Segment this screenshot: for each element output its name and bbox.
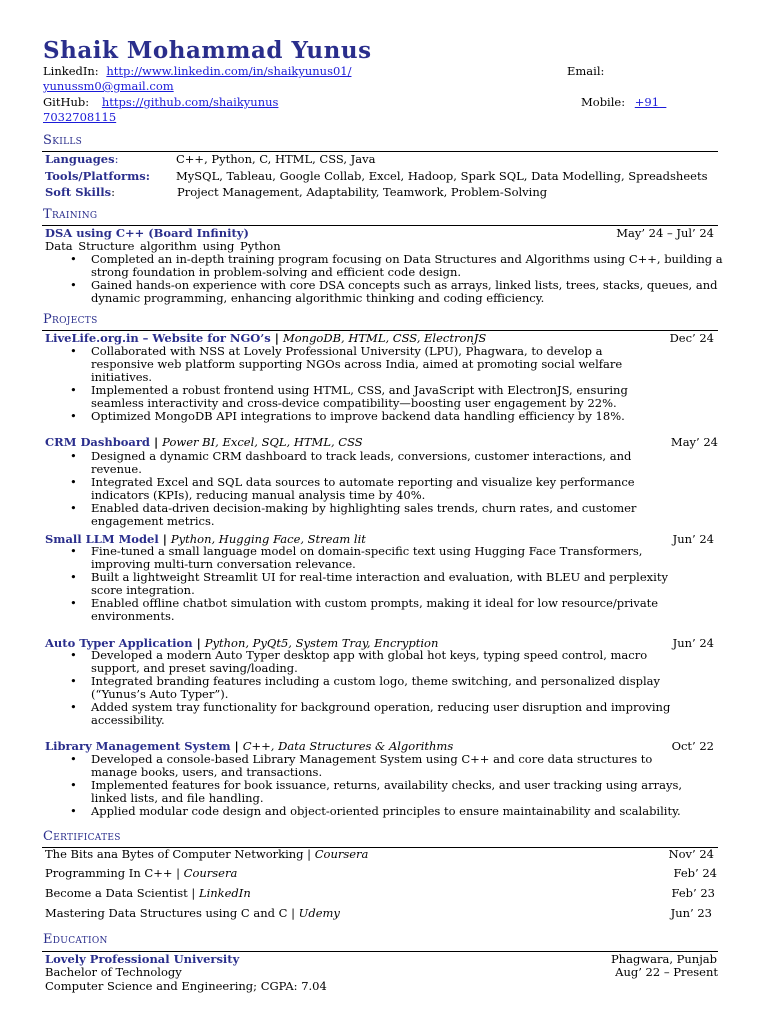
certificate-date: Jun’ 23 [670,906,712,920]
github-label: GitHub: [43,95,90,109]
mobile-number-wrap [43,111,116,124]
github-row [43,96,278,109]
linkedin-link[interactable]: http://www.linkedin.com/in/shaikyunus01/ [106,64,352,78]
education-location: Phagwara, Punjab [610,952,717,966]
project-date: May’ 24 [670,435,718,449]
skills-divider [42,151,718,152]
project-bullets [45,450,665,528]
candidate-name: Shaik Mohammad Yunus [43,37,372,64]
project-title-crm: CRM Dashboard | Power BI, Excel, SQL, HTML, CSS [45,435,363,449]
mobile-row [581,96,666,109]
project-bullet: • Integrated Excel and SQL data sources to automate reporting and visualize key performance indicators (KPIs), reducing manual analysis time by 40%. [45,476,651,502]
email-link[interactable]: yunussm0@gmail.com [43,79,174,93]
project-bullet: • Built a lightweight Streamlit UI for real-time interaction and evaluation, with BLEU and perplexity score integration. [45,571,691,597]
education-heading: Education [43,932,108,947]
project-bullet: • Integrated branding features including a custom logo, theme switching, and personalized display (“Yunus’s Auto Typer”). [45,675,681,701]
project-bullets [45,344,628,423]
github-link[interactable]: https://github.com/shaikyunus [101,95,279,109]
project-title-library: Library Management System | C++, Data Structures & Algorithms [45,739,454,753]
training-bullet: • Completed an in-depth training program focusing on Data Structures and Algorithms using C++, building a strong foundation in problem-solving and efficient code design. [45,253,730,279]
certificate-item: Programming In C++ | Coursera [45,866,238,880]
skills-tools-label: Tools/Platforms: [45,169,150,183]
skills-languages-label: Languages: [45,152,119,166]
mobile-number-link[interactable]: 7032708115 [43,110,117,124]
project-bullet: • Enabled data-driven decision-making by highlighting sales trends, churn rates, and customer engagement metrics. [45,502,691,528]
skills-soft-value: Project Management, Adaptability, Teamwork, Problem-Solving [177,185,548,199]
skills-tools-value: MySQL, Tableau, Google Collab, Excel, Hadoop, Spark SQL, Data Modelling, Spreadsheets [176,169,708,183]
certificate-item: Mastering Data Structures using C and C | Udemy [45,906,340,920]
certificate-item: The Bits ana Bytes of Computer Networking | Coursera [45,847,369,861]
project-bullet: • Added system tray functionality for background operation, reducing user disruption and improving accessibility. [45,701,691,727]
linkedin-label: LinkedIn: [43,64,99,78]
project-date: Jun’ 24 [672,636,714,650]
training-bullet: • Gained hands-on experience with core DSA concepts such as arrays, linked lists, trees, stacks, queues, and dynamic programming, enhancing algorithmic thinking and coding efficiency. [45,279,730,305]
certificate-date: Feb’ 23 [671,886,715,900]
project-date: Dec’ 24 [669,331,714,345]
training-heading: Training [43,207,98,222]
project-bullet: • Developed a console-based Library Management System using C++ and core data structures to manage books, users, and transactions. [45,753,671,779]
project-title-autotyper: Auto Typer Application | Python, PyQt5, System Tray, Encryption [45,636,439,650]
certificate-date: Feb’ 24 [673,866,717,880]
email-link-wrap [43,80,174,93]
project-title-livelife: LiveLife.org.in – Website for NGO’s | MongoDB, HTML, CSS, ElectronJS [45,331,487,345]
project-date: Oct’ 22 [671,739,714,753]
linkedin-row [43,65,351,78]
project-bullet: • Implemented a robust frontend using HTML, CSS, and JavaScript with ElectronJS, ensuring seamless interactivity and cross-device compatibility—boosting user engagement by 22%. [45,384,631,410]
mobile-label: Mobile: [581,95,626,109]
education-school: Lovely Professional University [45,952,240,966]
training-subtitle: Data Structure algorithm using Python [45,239,281,253]
certificate-item: Become a Data Scientist | LinkedIn [45,886,251,900]
certificates-heading: Certificates [43,829,121,844]
project-bullets [45,544,668,623]
project-bullet: • Developed a modern Auto Typer desktop app with global hot keys, typing speed control, macro support, and preset saving/loading. [45,649,661,675]
project-bullet: • Optimized MongoDB API integrations to improve backend data handling efficiency by 18%. [45,410,691,423]
project-bullet: • Applied modular code design and object-oriented principles to ensure maintainability and scalability. [45,805,751,818]
projects-heading: Projects [43,312,98,327]
project-bullet: • Implemented features for book issuance, returns, availability checks, and user tracking using arrays, linked lists, and file handling. [45,779,701,805]
project-bullets [45,752,683,818]
project-bullet: • Collaborated with NSS at Lovely Professional University (LPU), Phagwara, to develop a responsive web platform supporting NGOs across India, aimed at promoting social welfare initiatives. [45,345,625,384]
training-date: May’ 24 – Jul’ 24 [616,226,714,240]
skills-heading: Skills [43,133,83,148]
project-bullet: • Designed a dynamic CRM dashboard to track leads, conversions, customer interactions, and revenue. [45,450,665,476]
project-date: Jun’ 24 [672,532,714,546]
email-label: Email: [567,64,605,78]
training-bullets [45,253,730,305]
mobile-prefix-link[interactable]: +91 [634,95,660,109]
training-name: DSA using C++ (Board Infinity) [45,226,249,240]
education-field: Computer Science and Engineering; CGPA: 7.04 [45,979,327,993]
project-bullets [45,648,671,727]
project-bullet: • Enabled offline chatbot simulation with custom prompts, making it ideal for low resource/private environments. [45,597,671,623]
skills-soft-label: Soft Skills: [45,185,115,199]
project-bullet: • Fine-tuned a small language model on domain-specific text using Hugging Face Transformers, improving multi-turn conversation relevance. [45,545,651,571]
project-title-llm: Small LLM Model | Python, Hugging Face, Stream lit [45,532,366,546]
education-dates: Aug’ 22 – Present [615,965,718,979]
education-degree: Bachelor of Technology [45,965,182,979]
skills-languages-value: C++, Python, C, HTML, CSS, Java [176,152,376,166]
certificate-date: Nov’ 24 [668,847,714,861]
